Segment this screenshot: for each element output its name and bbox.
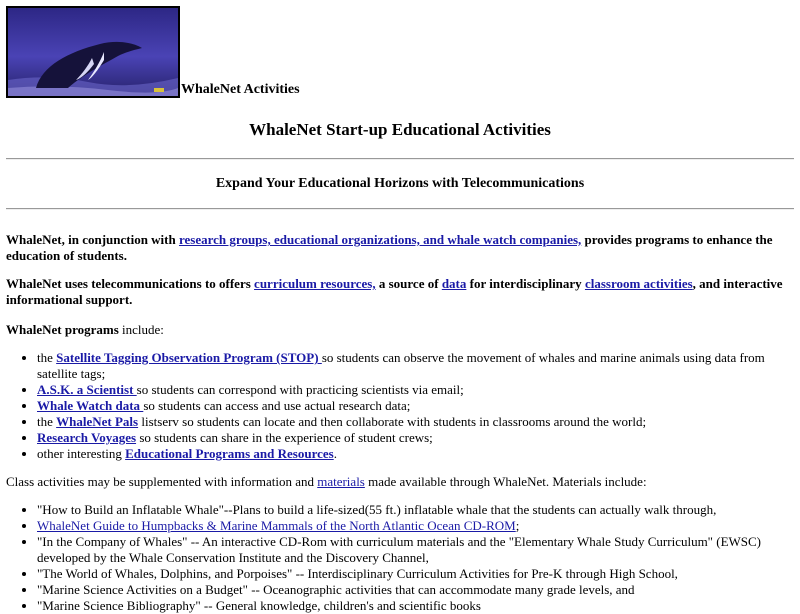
research-voyages-link[interactable]: Research Voyages bbox=[37, 430, 137, 445]
list-item bbox=[37, 582, 794, 598]
list-item bbox=[37, 566, 794, 582]
header-row bbox=[6, 6, 794, 98]
text: the bbox=[37, 414, 57, 429]
whalenet-guide-cd-rom-link[interactable]: WhaleNet Guide to Humpbacks & Marine Mammals of the North Atlantic Ocean CD-ROM bbox=[37, 518, 516, 533]
text: "The World of Whales, Dolphins, and Porpoises" -- Interdisciplinary Curriculum Activities for Pre-K through High School, bbox=[37, 566, 678, 581]
divider bbox=[6, 208, 794, 210]
text: for interdisciplinary bbox=[466, 276, 585, 291]
materials-link[interactable]: materials bbox=[317, 474, 365, 489]
programs-list bbox=[6, 350, 794, 462]
page-title: WhaleNet Start-up Educational Activities bbox=[249, 120, 551, 139]
text: a source of bbox=[375, 276, 442, 291]
text: . bbox=[333, 446, 337, 461]
site-name: WhaleNet Activities bbox=[181, 82, 300, 97]
divider bbox=[6, 158, 794, 160]
page-subtitle: Expand Your Educational Horizons with Telecommunications bbox=[215, 176, 585, 191]
list-item bbox=[37, 502, 794, 518]
text: "Marine Science Activities on a Budget" -- Oceanographic activities that can accommodate many grade levels, and bbox=[37, 582, 635, 597]
text: so students can correspond with practicing scientists via email; bbox=[136, 382, 464, 397]
text: Class activities may be supplemented with information and bbox=[6, 474, 318, 489]
text: "In the Company of Whales" -- An interactive CD-Rom with curriculum materials and the "Elementary Whale Study Curriculum" (EWSC) developed by the Whale Conservation Institute and the Discovery Channel, bbox=[37, 534, 762, 565]
text: so students can access and use actual research data; bbox=[143, 398, 411, 413]
text: ; bbox=[515, 518, 520, 533]
research-groups-link[interactable]: research groups, educational organizations, and whale watch companies, bbox=[178, 232, 582, 247]
text: "How to Build an Inflatable Whale"--Plans to build a life-sized(55 ft.) inflatable whale that the students can actually walk through, bbox=[37, 502, 717, 517]
materials-intro bbox=[6, 474, 794, 490]
text: "Marine Science Bibliography" -- General knowledge, children's and scientific books bbox=[37, 598, 481, 613]
text: WhaleNet uses telecommunications to offers bbox=[6, 276, 255, 291]
data-link[interactable]: data bbox=[441, 276, 467, 291]
whalenet-pals-link[interactable]: WhaleNet Pals bbox=[56, 414, 139, 429]
classroom-activities-link[interactable]: classroom activities bbox=[584, 276, 693, 291]
materials-list bbox=[6, 502, 794, 614]
programs-intro bbox=[6, 322, 794, 338]
text: so students can observe the movement of whales and marine animals using data from satellite tags; bbox=[37, 350, 765, 381]
list-item bbox=[37, 598, 794, 614]
educational-programs-link[interactable]: Educational Programs and Resources bbox=[125, 446, 334, 461]
humpback-whale-icon bbox=[8, 8, 178, 96]
list-item bbox=[37, 534, 794, 566]
list-item bbox=[37, 414, 794, 430]
text: so students can share in the experience of student crews; bbox=[136, 430, 433, 445]
text: provides programs to enhance the education of students. bbox=[6, 232, 773, 263]
text: other interesting bbox=[37, 446, 126, 461]
page bbox=[6, 6, 794, 614]
whale-image bbox=[6, 6, 180, 98]
list-item bbox=[37, 518, 794, 534]
list-item bbox=[37, 430, 794, 446]
intro-paragraph-1 bbox=[6, 232, 794, 264]
list-item bbox=[37, 398, 794, 414]
whale-watch-data-link[interactable]: Whale Watch data bbox=[37, 398, 144, 413]
list-item bbox=[37, 446, 794, 462]
stop-program-link[interactable]: Satellite Tagging Observation Program (STOP) bbox=[56, 350, 322, 365]
text: the bbox=[37, 350, 57, 365]
curriculum-resources-link[interactable]: curriculum resources, bbox=[254, 276, 376, 291]
programs-label: WhaleNet programs bbox=[6, 322, 119, 337]
text: listserv so students can locate and then collaborate with students in classrooms around the world; bbox=[138, 414, 647, 429]
list-item bbox=[37, 382, 794, 398]
text: WhaleNet, in conjunction with bbox=[6, 232, 179, 247]
ask-a-scientist-link[interactable]: A.S.K. a Scientist bbox=[37, 382, 137, 397]
text: include: bbox=[118, 322, 164, 337]
text: made available through WhaleNet. Materials include: bbox=[364, 474, 647, 489]
intro-paragraph-2 bbox=[6, 276, 794, 308]
list-item bbox=[37, 350, 794, 382]
text: , and interactive informational support. bbox=[6, 276, 783, 307]
